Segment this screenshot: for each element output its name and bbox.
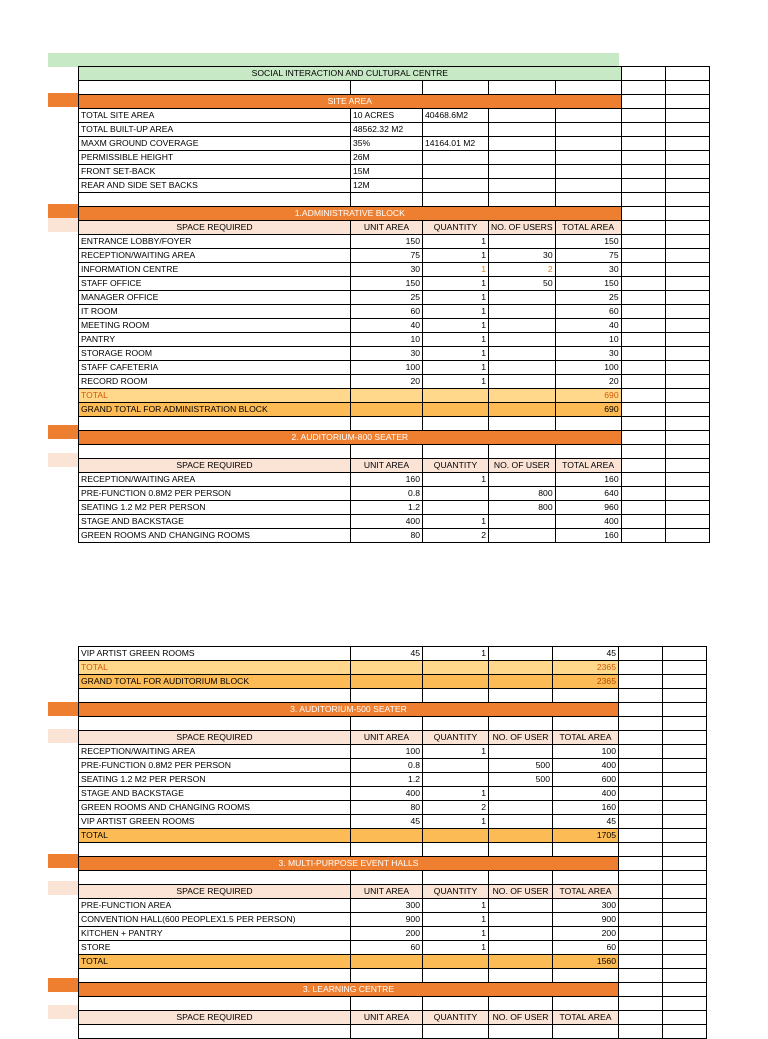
col-unit: UNIT AREA [351,885,423,899]
no-of-users [489,899,553,913]
total-value: 1560 [553,955,619,969]
table-row [79,913,707,927]
unit-area: 80 [351,801,423,815]
row-stub [48,93,78,107]
no-of-users: 800 [489,487,556,501]
space-name: RECEPTION/WAITING AREA [79,249,351,263]
table-row [79,647,707,661]
site-label: MAXM GROUND COVERAGE [79,137,351,151]
table-row [79,277,710,291]
empty-row [79,871,707,885]
quantity: 1 [423,913,489,927]
grand-total-value: 690 [555,403,621,417]
section-heading-row [79,95,710,109]
unit-area: 10 [351,333,423,347]
space-name: SEATING 1.2 M2 PER PERSON [79,773,351,787]
sheet-title: SOCIAL INTERACTION AND CULTURAL CENTRE [79,67,622,81]
col-users: NO. OF USERS [489,221,556,235]
empty-row [79,417,710,431]
table-row [79,473,710,487]
no-of-users [489,319,556,333]
site-row [79,123,710,137]
quantity [423,487,489,501]
row-stub [48,729,78,743]
table-row [79,263,710,277]
unit-area: 100 [351,361,423,375]
total-row [79,829,707,843]
unit-area: 150 [351,235,423,249]
total-area: 60 [553,941,619,955]
quantity: 1 [423,347,489,361]
site-value-secondary: 40468.6M2 [423,109,489,123]
total-area: 640 [555,487,621,501]
total-area: 600 [553,773,619,787]
space-name: STORAGE ROOM [79,347,351,361]
total-area: 40 [555,319,621,333]
total-area: 160 [553,801,619,815]
quantity: 1 [423,235,489,249]
total-area: 150 [555,235,621,249]
empty-row [79,81,710,95]
unit-area: 1.2 [351,773,423,787]
table-row [79,801,707,815]
no-of-users [489,361,556,375]
site-value-secondary [423,165,489,179]
total-value: 2365 [553,661,619,675]
quantity: 1 [423,473,489,487]
table-row [79,347,710,361]
total-area: 100 [553,745,619,759]
col-qty: QUANTITY [423,1011,489,1025]
no-of-users [489,941,553,955]
table-row [79,291,710,305]
unit-area: 45 [351,647,423,661]
admin-heading: 1.ADMINISTRATIVE BLOCK [79,207,622,221]
section-heading-row [79,857,707,871]
col-users: NO. OF USER [489,885,553,899]
row-stub [48,204,78,218]
no-of-users: 500 [489,759,553,773]
site-value-secondary: 14164.01 M2 [423,137,489,151]
section-heading-row [79,207,710,221]
quantity: 1 [423,899,489,913]
table-row [79,235,710,249]
no-of-users [489,235,556,249]
unit-area: 20 [351,375,423,389]
column-header-row [79,885,707,899]
space-name: PRE-FUNCTION 0.8M2 PER PERSON [79,487,351,501]
col-total: TOTAL AREA [553,885,619,899]
space-name: VIP ARTIST GREEN ROOMS [79,647,351,661]
site-value: 26M [351,151,423,165]
no-of-users [489,815,553,829]
site-row [79,179,710,193]
total-label: TOTAL [79,955,351,969]
site-value-secondary [423,123,489,137]
table-row [79,249,710,263]
no-of-users [489,927,553,941]
space-name: RECEPTION/WAITING AREA [79,745,351,759]
space-name: GREEN ROOMS AND CHANGING ROOMS [79,529,351,543]
row-stub [48,453,78,467]
space-name: CONVENTION HALL(600 PEOPLEX1.5 PER PERSON) [79,913,351,927]
quantity: 2 [423,529,489,543]
space-name: STAGE AND BACKSTAGE [79,515,351,529]
total-area: 25 [555,291,621,305]
no-of-users [489,375,556,389]
total-area: 30 [555,347,621,361]
empty-row [79,843,707,857]
total-area: 400 [555,515,621,529]
section-heading-row [79,431,710,445]
no-of-users [489,745,553,759]
no-of-users [489,529,556,543]
col-users: NO. OF USER [489,459,556,473]
site-row [79,109,710,123]
total-area: 160 [555,529,621,543]
grand-total-value: 2365 [553,675,619,689]
total-label: TOTAL [79,661,351,675]
total-area: 45 [553,647,619,661]
table-row [79,305,710,319]
column-header-row [79,459,710,473]
no-of-users [489,305,556,319]
table-row [79,487,710,501]
col-total: TOTAL AREA [555,459,621,473]
site-area-heading: SITE AREA [79,95,622,109]
no-of-users [489,787,553,801]
space-name: STORE [79,941,351,955]
unit-area: 400 [351,515,423,529]
aud500-heading: 3. AUDITORIUM-500 SEATER [79,703,619,717]
no-of-users [489,333,556,347]
total-area: 400 [553,787,619,801]
unit-area: 75 [351,249,423,263]
no-of-users: 50 [489,277,556,291]
col-total: TOTAL AREA [553,731,619,745]
row-stub [48,425,78,439]
table-row [79,759,707,773]
col-total: TOTAL AREA [553,1011,619,1025]
col-users: NO. OF USER [489,1011,553,1025]
unit-area: 200 [351,927,423,941]
total-area: 10 [555,333,621,347]
space-name: RECEPTION/WAITING AREA [79,473,351,487]
no-of-users [489,801,553,815]
space-name: ENTRANCE LOBBY/FOYER [79,235,351,249]
col-total: TOTAL AREA [555,221,621,235]
total-area: 20 [555,375,621,389]
row-stub [48,218,78,232]
col-space: SPACE REQUIRED [79,221,351,235]
quantity: 2 [423,801,489,815]
total-area: 100 [555,361,621,375]
quantity: 1 [423,787,489,801]
space-name: SEATING 1.2 M2 PER PERSON [79,501,351,515]
unit-area: 60 [351,305,423,319]
grand-total-row [79,403,710,417]
sheet-table-lower [78,646,707,1039]
unit-area: 30 [351,347,423,361]
col-qty: QUANTITY [423,221,489,235]
site-label: FRONT SET-BACK [79,165,351,179]
quantity: 1 [423,263,489,277]
quantity: 1 [423,291,489,305]
unit-area: 100 [351,745,423,759]
column-header-row [79,221,710,235]
quantity: 1 [423,333,489,347]
row-stub [48,978,78,992]
space-name: MEETING ROOM [79,319,351,333]
site-value: 48562.32 M2 [351,123,423,137]
unit-area: 0.8 [351,487,423,501]
total-area: 60 [555,305,621,319]
no-of-users [489,647,553,661]
section-heading-row [79,983,707,997]
total-area: 160 [555,473,621,487]
total-value: 1705 [553,829,619,843]
space-name: KITCHEN + PANTRY [79,927,351,941]
multi-heading: 3. MULTI-PURPOSE EVENT HALLS [79,857,619,871]
table-row [79,941,707,955]
col-space: SPACE REQUIRED [79,1011,351,1025]
col-qty: QUANTITY [423,731,489,745]
quantity: 1 [423,375,489,389]
total-label: TOTAL [79,389,351,403]
unit-area: 160 [351,473,423,487]
quantity: 1 [423,745,489,759]
unit-area: 80 [351,529,423,543]
no-of-users: 2 [489,263,556,277]
table-row [79,529,710,543]
no-of-users [489,291,556,305]
unit-area: 150 [351,277,423,291]
no-of-users: 500 [489,773,553,787]
row-stub [48,702,78,716]
empty-row [79,997,707,1011]
space-name: IT ROOM [79,305,351,319]
site-value-secondary [423,151,489,165]
unit-area: 900 [351,913,423,927]
site-row [79,151,710,165]
site-label: TOTAL BUILT-UP AREA [79,123,351,137]
space-name: STAFF CAFETERIA [79,361,351,375]
no-of-users [489,473,556,487]
site-label: TOTAL SITE AREA [79,109,351,123]
no-of-users [489,347,556,361]
unit-area: 25 [351,291,423,305]
table-row [79,773,707,787]
total-area: 150 [555,277,621,291]
site-label: REAR AND SIDE SET BACKS [79,179,351,193]
col-space: SPACE REQUIRED [79,459,351,473]
quantity: 1 [423,941,489,955]
quantity: 1 [423,515,489,529]
site-value: 10 ACRES [351,109,423,123]
table-row [79,927,707,941]
table-row [79,319,710,333]
no-of-users: 30 [489,249,556,263]
table-row [79,333,710,347]
site-row [79,137,710,151]
unit-area: 40 [351,319,423,333]
table-row [79,361,710,375]
quantity [423,773,489,787]
empty-row [79,969,707,983]
empty-row [79,689,707,703]
total-area: 30 [555,263,621,277]
no-of-users: 800 [489,501,556,515]
total-row [79,955,707,969]
learning-heading: 3. LEARNING CENTRE [79,983,619,997]
col-qty: QUANTITY [423,459,489,473]
row-stub [48,1005,78,1019]
space-name: PANTRY [79,333,351,347]
table-row [79,899,707,913]
quantity [423,759,489,773]
col-qty: QUANTITY [423,885,489,899]
col-space: SPACE REQUIRED [79,731,351,745]
column-header-row [79,1011,707,1025]
space-name: GREEN ROOMS AND CHANGING ROOMS [79,801,351,815]
col-users: NO. OF USER [489,731,553,745]
total-area: 400 [553,759,619,773]
col-space: SPACE REQUIRED [79,885,351,899]
title-band [48,53,619,67]
unit-area: 1.2 [351,501,423,515]
quantity: 1 [423,927,489,941]
space-name: MANAGER OFFICE [79,291,351,305]
quantity: 1 [423,815,489,829]
unit-area: 60 [351,941,423,955]
table-row [79,815,707,829]
quantity: 1 [423,249,489,263]
aud800-heading: 2. AUDITORIUM-800 SEATER [79,431,622,445]
unit-area: 45 [351,815,423,829]
site-value: 12M [351,179,423,193]
total-area: 75 [555,249,621,263]
grand-total-label: GRAND TOTAL FOR ADMINISTRATION BLOCK [79,403,351,417]
space-name: STAGE AND BACKSTAGE [79,787,351,801]
quantity: 1 [423,305,489,319]
col-unit: UNIT AREA [351,731,423,745]
quantity: 1 [423,319,489,333]
table-row [79,501,710,515]
site-value: 15M [351,165,423,179]
row-stub [48,854,78,868]
empty-row [79,445,710,459]
column-header-row [79,731,707,745]
total-area: 960 [555,501,621,515]
col-unit: UNIT AREA [351,221,423,235]
total-row [79,389,710,403]
col-unit: UNIT AREA [351,1011,423,1025]
total-area: 300 [553,899,619,913]
unit-area: 30 [351,263,423,277]
space-name: PRE-FUNCTION AREA [79,899,351,913]
quantity: 1 [423,277,489,291]
space-name: PRE-FUNCTION 0.8M2 PER PERSON [79,759,351,773]
total-value: 690 [555,389,621,403]
empty-row [79,717,707,731]
row-stub [48,881,78,895]
total-row [79,661,707,675]
table-row [79,787,707,801]
space-name: INFORMATION CENTRE [79,263,351,277]
site-row [79,165,710,179]
empty-row [79,193,710,207]
col-unit: UNIT AREA [351,459,423,473]
title-row [79,67,710,81]
total-area: 45 [553,815,619,829]
quantity: 1 [423,361,489,375]
quantity [423,501,489,515]
space-name: VIP ARTIST GREEN ROOMS [79,815,351,829]
unit-area: 0.8 [351,759,423,773]
site-value: 35% [351,137,423,151]
table-row [79,745,707,759]
section-heading-row [79,703,707,717]
total-area: 900 [553,913,619,927]
sheet-table-upper [78,66,710,543]
total-area: 200 [553,927,619,941]
no-of-users [489,913,553,927]
table-row [79,375,710,389]
space-name: RECORD ROOM [79,375,351,389]
table-row [79,515,710,529]
total-label: TOTAL [79,829,351,843]
unit-area: 400 [351,787,423,801]
no-of-users [489,515,556,529]
grand-total-label: GRAND TOTAL FOR AUDITORIUM BLOCK [79,675,351,689]
unit-area: 300 [351,899,423,913]
space-name: STAFF OFFICE [79,277,351,291]
empty-row [79,1025,707,1039]
quantity: 1 [423,647,489,661]
site-label: PERMISSIBLE HEIGHT [79,151,351,165]
grand-total-row [79,675,707,689]
site-value-secondary [423,179,489,193]
